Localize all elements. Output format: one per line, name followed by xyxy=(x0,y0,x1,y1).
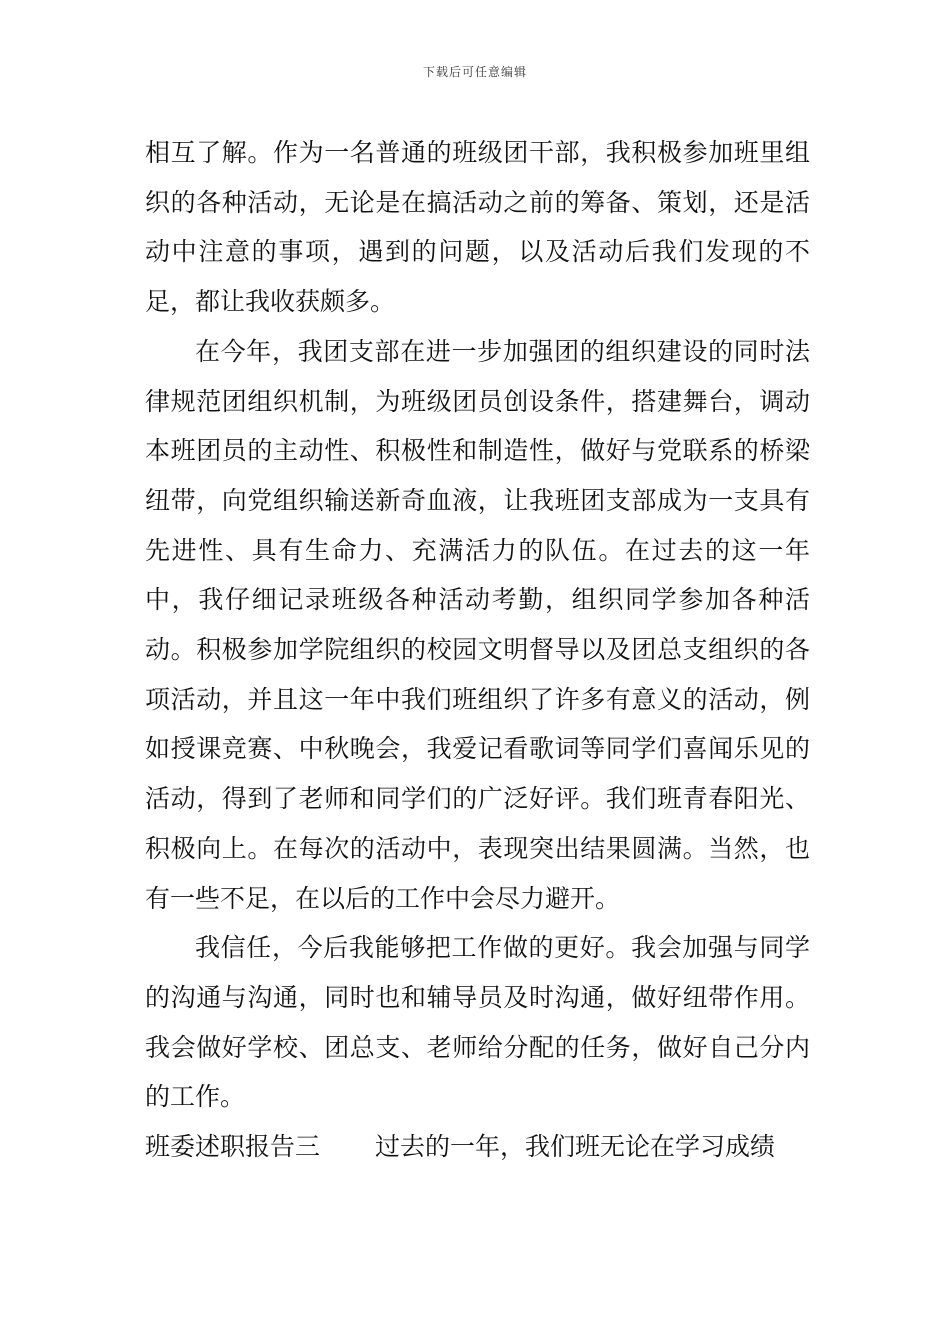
section-start-text: 过去的一年，我们班无论在学习成绩 xyxy=(375,1132,776,1162)
paragraph: 在今年，我团支部在进一步加强团的组织建设的同时法律规范团组织机制，为班级团员创设条件，搭建舞台，调动本班团员的主动性、积极性和制造性，做好与党联系的桥梁纽带，向党组织输送新奇血液，让我班团支部成为一支具有先进性、具有生命力、充满活力的队伍。在过去的这一年中，我仔细记录班级各种活动考勤，组织同学参加各种活动。积极参加学院组织的校园文明督导以及团总支组织的各项活动，并且这一年中我们班组织了许多有意义的活动，例如授课竞赛、中秋晚会，我爱记看歌词等同学们喜闻乐见的活动，得到了老师和同学们的广泛好评。我们班青春阳光、积极向上。在每次的活动中，表现突出结果圆满。当然，也有一些不足，在以后的工作中会尽力避开。 xyxy=(145,336,810,913)
paragraph: 我信任，今后我能够把工作做的更好。我会加强与同学的沟通与沟通，同时也和辅导员及时沟通，做好纽带作用。我会做好学校、团总支、老师给分配的任务，做好自己分内的工作。 xyxy=(145,933,810,1112)
page-header: 下载后可任意编辑 xyxy=(422,65,527,79)
paragraph: 相互了解。作为一名普通的班级团干部，我积极参加班里组织的各种活动，无论是在搞活动之前的筹备、策划，还是活动中注意的事项，遇到的问题，以及活动后我们发现的不足，都让我收获颇多。 xyxy=(145,138,810,317)
section-heading-line xyxy=(145,1122,810,1172)
section-title: 班委述职报告三 xyxy=(145,1132,321,1162)
document-body xyxy=(145,128,810,1172)
